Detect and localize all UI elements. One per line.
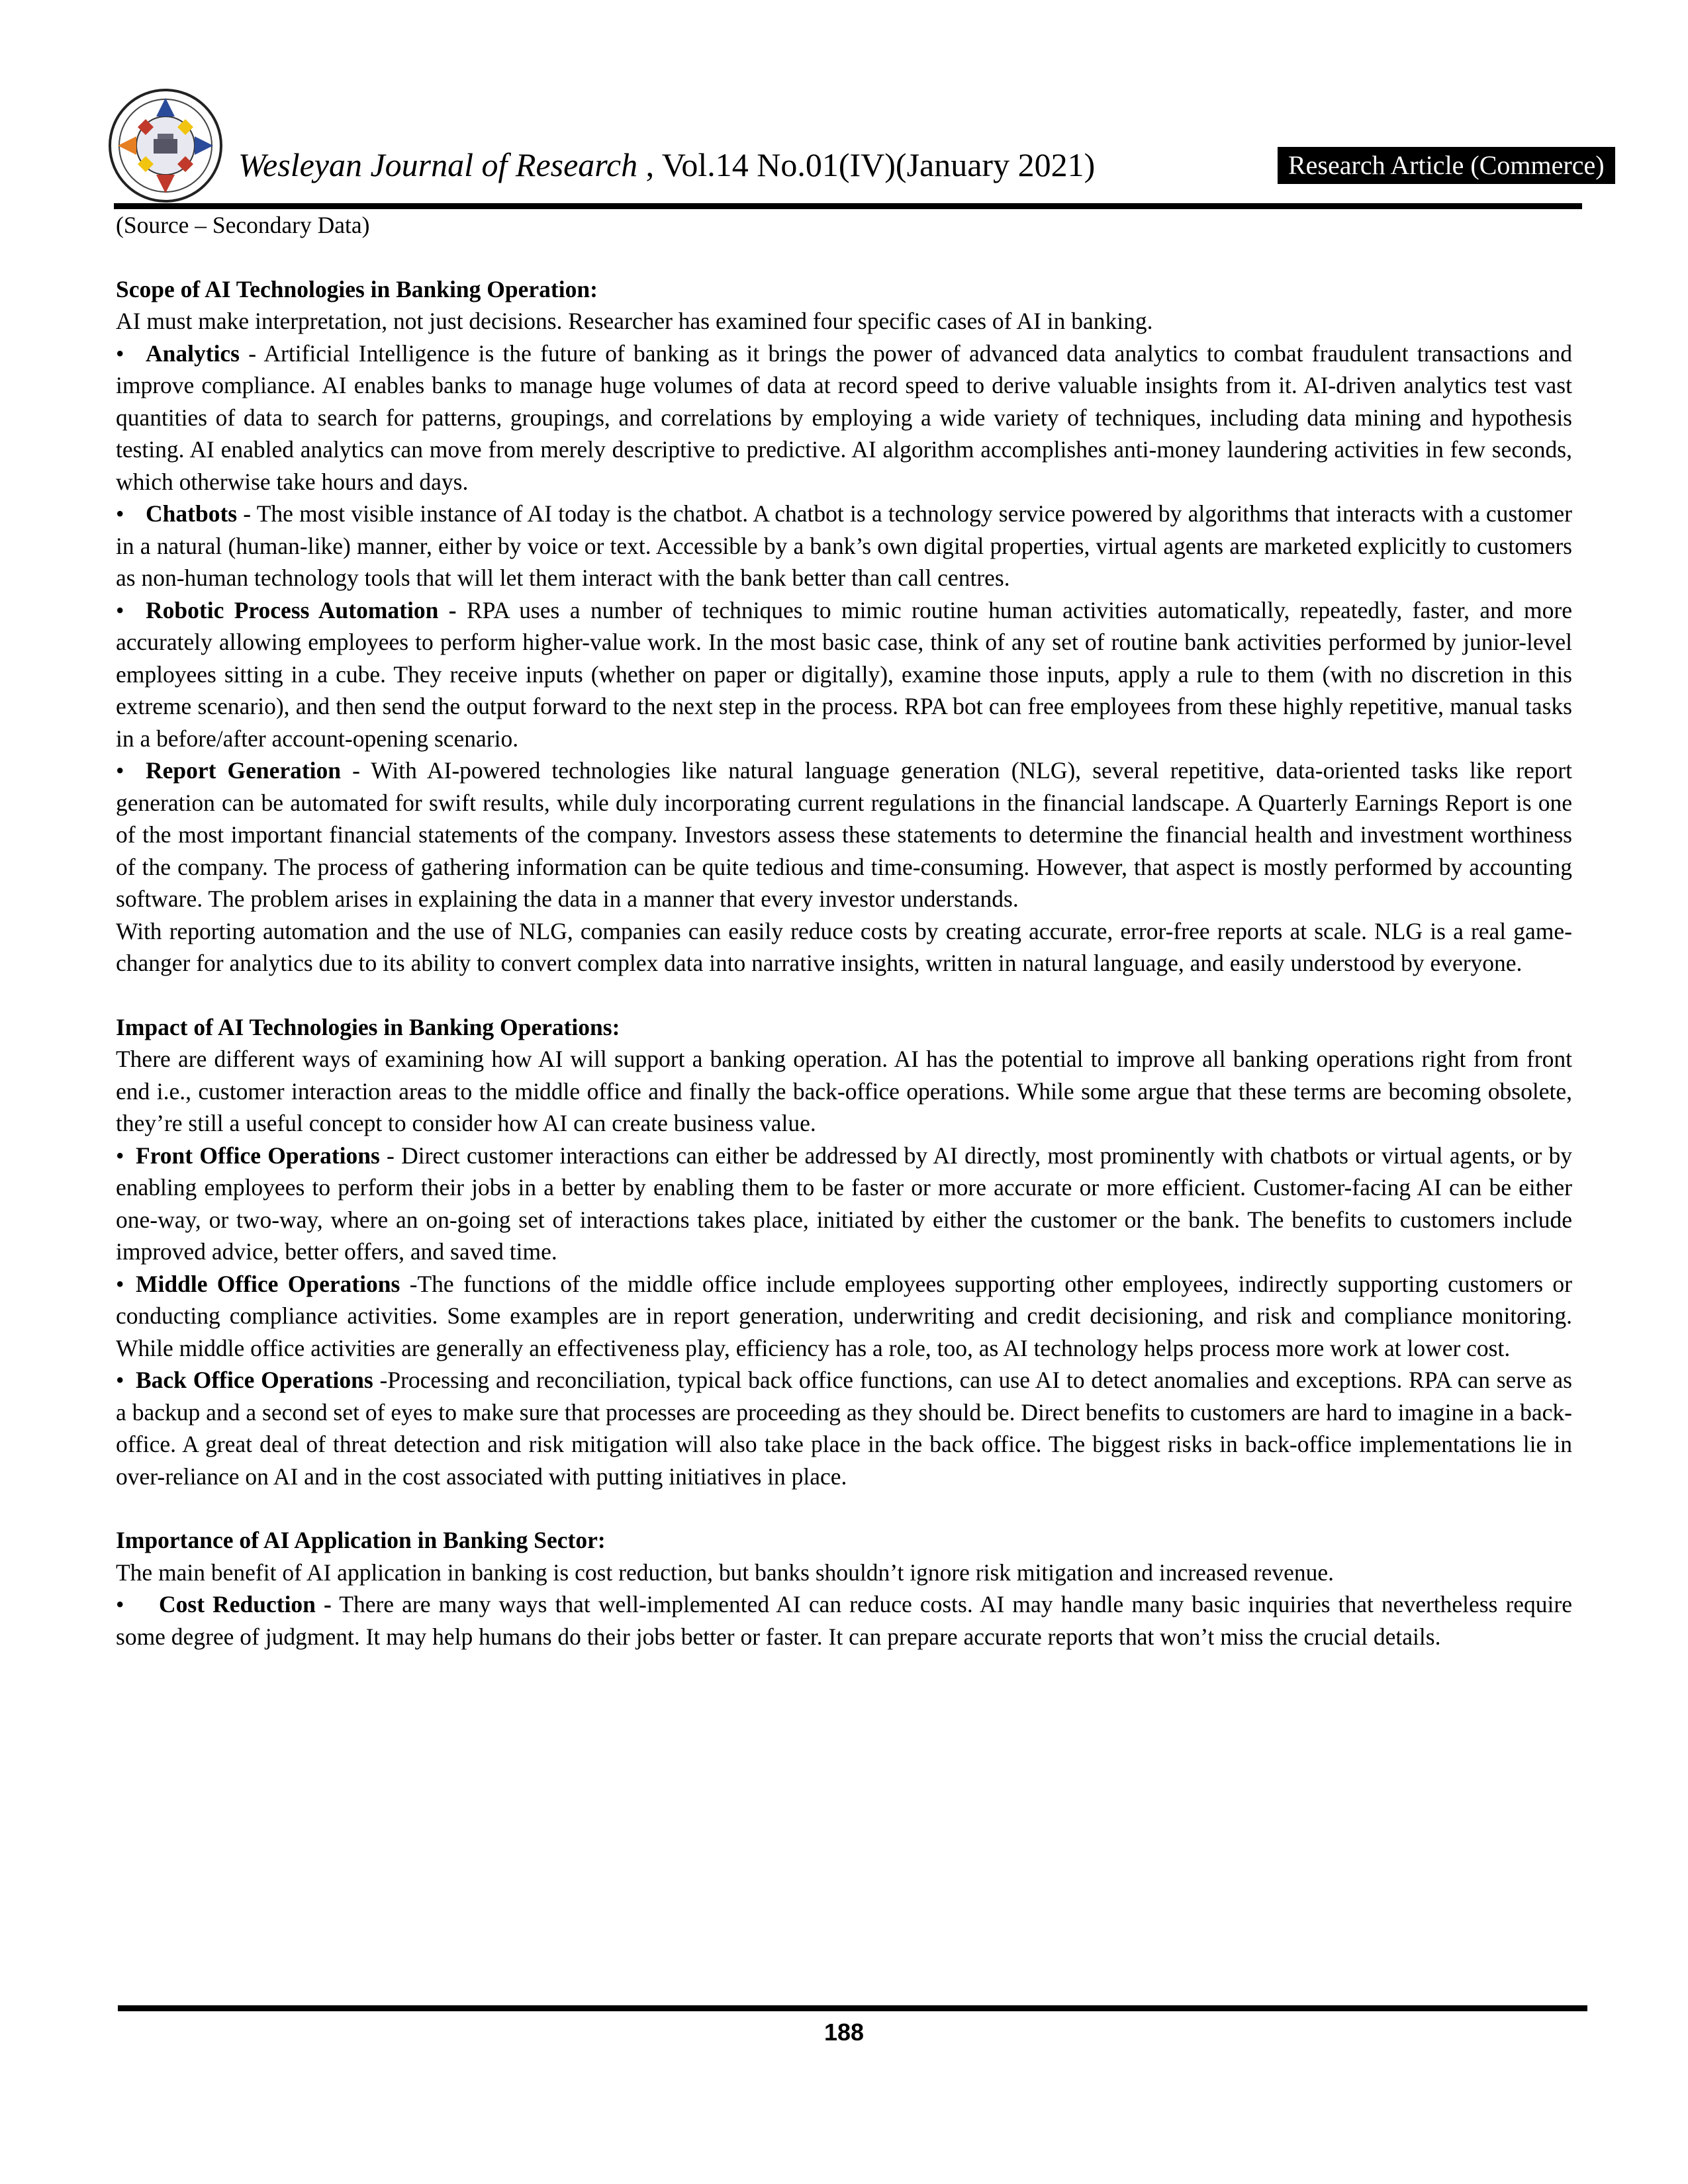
page-number: 188 xyxy=(823,2019,865,2046)
source-note: (Source – Secondary Data) xyxy=(116,212,370,238)
footer-rule xyxy=(118,2005,1587,2011)
section-heading-importance: Importance of AI Application in Banking Sector: xyxy=(116,1527,606,1553)
article-body xyxy=(116,209,1572,1653)
journal-issue: , Vol.14 No.01(IV)(January 2021) xyxy=(637,146,1096,183)
bullet-text: - The most visible instance of AI today is the chatbot. A chatbot is a technology service powered by algorithms that interacts with a customer in a natural (human-like) manner, either by voice or text. Accessible by a bank’s own digital properties, virtual agents are marketed explicitly to customers as non-human technology tools that will let them interact with the bank better than call centres. xyxy=(116,500,1572,591)
journal-logo-icon xyxy=(106,86,225,205)
bullet-text: -Processing and reconciliation, typical back office functions, can use AI to detect anomalies and exceptions. RPA can serve as a backup and a second set of eyes to make sure that processes are proceeding as they should be. Direct benefits to customers are hard to imagine in a back-office. A great deal of threat detection and risk mitigation will also take place in the back office. The biggest risks in back-office implementations lie in over-reliance on AI and in the cost associated with putting initiatives in place. xyxy=(116,1367,1572,1490)
bullet-item-front-office xyxy=(116,1140,1572,1268)
header-rule xyxy=(114,203,1582,209)
article-type-badge: Research Article (Commerce) xyxy=(1278,147,1615,184)
bullet-text: - Artificial Intelligence is the future of banking as it brings the power of advanced data analytics to combat fraudulent transactions and improve compliance. AI enables banks to manage huge volumes of data at record speed to derive valuable insights from it. AI-driven analytics test vast quantities of data to search for patterns, groupings, and correlations by employing a wide variety of techniques, including data mining and hypothesis testing. AI enabled analytics can move from merely descriptive to predictive. AI algorithm accomplishes anti-money laundering activities in few seconds, which otherwise take hours and days. xyxy=(116,340,1572,495)
bullet-term: Cost Reduction - xyxy=(159,1591,332,1617)
bullet-item-middle-office xyxy=(116,1268,1572,1365)
section-heading-impact: Impact of AI Technologies in Banking Operations: xyxy=(116,1013,620,1040)
section-closing: With reporting automation and the use of NLG, companies can easily reduce costs by creating accurate, error-free reports at scale. NLG is a real game-changer for analytics due to its ability to convert complex data into narrative insights, written in natural language, and easily understood by everyone. xyxy=(116,917,1572,976)
bullet-icon: • xyxy=(116,1591,124,1617)
bullet-item-cost-reduction xyxy=(116,1588,1572,1653)
bullet-term: Middle Office Operations xyxy=(136,1270,400,1297)
bullet-term: Chatbots xyxy=(146,500,238,527)
bullet-text: -The functions of the middle office include employees supporting other employees, indirectly supporting customers or conducting compliance activities. Some examples are in report generation, underwriting and credit decisioning, and risk and compliance monitoring. While middle office activities are generally an effectiveness play, efficiency has a role, too, as AI technology helps process more work at lower cost. xyxy=(116,1270,1572,1361)
section-heading-scope: Scope of AI Technologies in Banking Operation: xyxy=(116,275,598,302)
bullet-text: There are many ways that well-implemented AI can reduce costs. AI may handle many basic inquiries that nevertheless require some degree of judgment. It may help humans do their jobs better or faster. It can prepare accurate reports that won’t miss the crucial details. xyxy=(116,1591,1572,1650)
bullet-icon: • xyxy=(116,340,124,367)
bullet-item-rpa xyxy=(116,594,1572,755)
bullet-item-analytics xyxy=(116,338,1572,498)
bullet-icon: • xyxy=(116,500,124,527)
bullet-term: Front Office Operations xyxy=(136,1142,380,1169)
bullet-icon: • xyxy=(116,1367,124,1393)
bullet-text: RPA uses a number of techniques to mimic routine human activities automatically, repeatedly, faster, and more accurately allowing employees to perform higher-value work. In the most basic case, think of any set of routine bank activities performed by junior-level employees sitting in a cube. They receive inputs (whether on paper or digitally), examine those inputs, apply a rule to them (with no discretion in this extreme scenario), and then send the output forward to the next step in the process. RPA bot can free employees from these highly repetitive, manual tasks in a before/after account-opening scenario. xyxy=(116,596,1572,752)
section-intro: AI must make interpretation, not just decisions. Researcher has examined four specific cases of AI in banking. xyxy=(116,308,1153,334)
bullet-text: - Direct customer interactions can either be addressed by AI directly, most prominently with chatbots or virtual agents, or by enabling employees to perform their jobs in a better by enabling them to be faster or more accurate or more efficient. Customer-facing AI can be either one-way, or two-way, where an on-going set of interactions takes place, initiated by either the customer or the bank. The benefits to customers include improved advice, better offers, and saved time. xyxy=(116,1142,1572,1265)
bullet-text: - With AI-powered technologies like natural language generation (NLG), several repetitive, data-oriented tasks like report generation can be automated for swift results, while duly incorporating current regulations in the financial landscape. A Quarterly Earnings Report is one of the most important financial statements of the company. Investors assess these statements to determine the financial health and investment worthiness of the company. The process of gathering information can be quite tedious and time-consuming. However, that aspect is mostly performed by accounting software. The problem arises in explaining the data in a manner that every investor understands. xyxy=(116,757,1572,912)
bullet-icon: • xyxy=(116,596,124,623)
bullet-item-back-office xyxy=(116,1364,1572,1492)
bullet-icon: • xyxy=(116,1270,124,1297)
bullet-term: Robotic Process Automation - xyxy=(146,596,457,623)
bullet-term: Report Generation xyxy=(146,757,342,784)
journal-name: Wesleyan Journal of Research xyxy=(238,146,638,183)
section-intro: There are different ways of examining how AI will support a banking operation. AI has the potential to improve all banking operations right from front end i.e., customer interaction areas to the middle office and finally the back-office operations. While some argue that these terms are becoming obsolete, they’re still a useful concept to consider how AI can create business value. xyxy=(116,1046,1572,1136)
journal-title xyxy=(238,146,1095,184)
bullet-item-chatbots xyxy=(116,498,1572,594)
section-intro: The main benefit of AI application in banking is cost reduction, but banks shouldn’t ignore risk mitigation and increased revenue. xyxy=(116,1559,1334,1586)
journal-header xyxy=(106,79,1605,212)
bullet-icon: • xyxy=(116,757,124,784)
bullet-term: Analytics xyxy=(146,340,240,367)
bullet-term: Back Office Operations xyxy=(136,1367,373,1393)
bullet-item-report-generation xyxy=(116,754,1572,915)
bullet-icon: • xyxy=(116,1142,124,1169)
